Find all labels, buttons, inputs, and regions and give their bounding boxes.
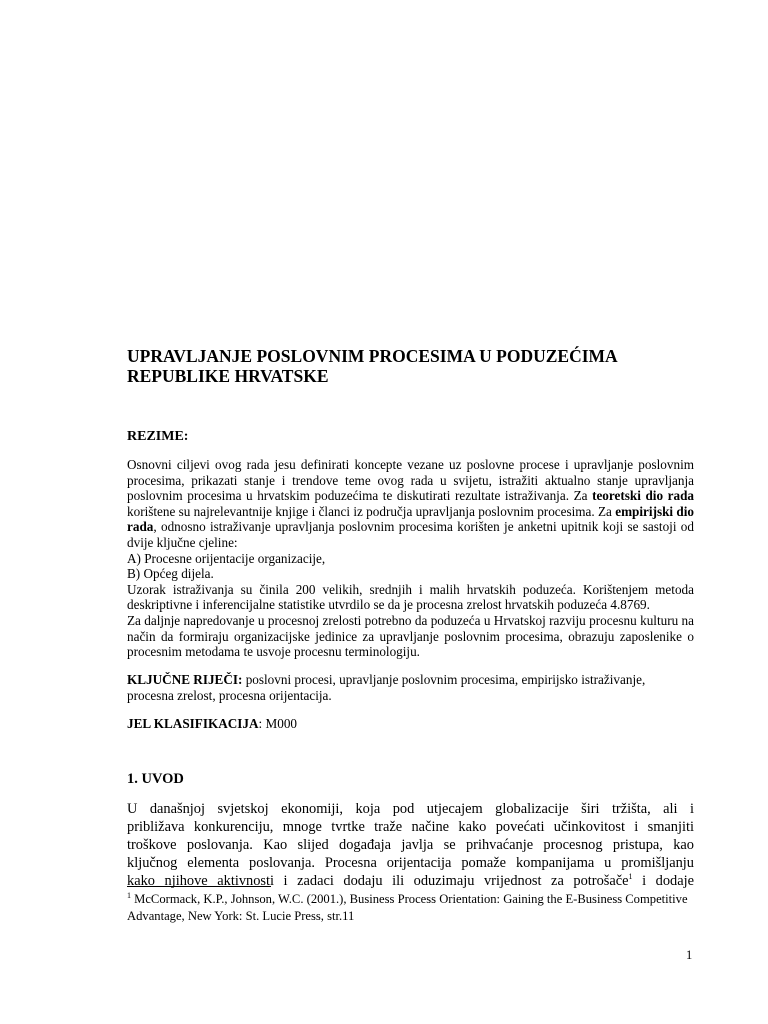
intro-line: ključnog elementa poslovanja. Procesna orijentacija pomaže kompanijama u promišljanju — [127, 855, 694, 871]
intro-text: kako njihove aktivnosti i zadaci dodaju ili oduzimaju vrijednost za potrošače — [127, 873, 629, 889]
abstract-emphasis: teoretski dio rada — [592, 488, 695, 504]
footnote-divider — [127, 886, 271, 887]
footnote-text: McCormack, K.P., Johnson, W.C. (2001.), Business Process Orientation: Gaining the E-Business Competitive Advantage, New York: St. Lucie Press, str.11 — [127, 892, 688, 923]
footnote-mark: 1 — [127, 890, 131, 900]
footnote — [127, 891, 694, 925]
abstract-paragraph-3: Za daljnje napredovanje u procesnoj zrelosti potrebno da poduzeća u Hrvatskoj razviju procesnu kulturu na način da formiraju organizacijske jedinice za upravljanje poslovnim procesima, obrazuju zaposlenike o procesnim metodama te usvoje procesnu terminologiju. — [127, 612, 694, 660]
abstract-list-item: B) Općeg dijela. — [127, 566, 214, 582]
keywords — [127, 672, 694, 704]
jel-text: : M000 — [258, 716, 298, 731]
footnote-reference[interactable]: 1 — [628, 872, 633, 882]
page-number: 1 — [686, 948, 693, 962]
abstract-list-item: A) Procesne orijentacije organizacije, — [127, 550, 326, 566]
abstract-text: , odnosno istraživanje upravljanja poslovnim procesima korišten je anketni upitnik koji se sastoji od dvije ključne cjeline: — [127, 519, 694, 550]
abstract-heading: REZIME: — [127, 429, 189, 444]
abstract-paragraph-1 — [127, 457, 694, 551]
jel-label: JEL KLASIFIKACIJA — [127, 716, 259, 731]
intro-line: približava konkurenciju, mnoge tvrtke traže načine kako povećati učinkovitost i smanjiti — [127, 819, 694, 835]
jel-classification — [127, 716, 297, 732]
abstract-paragraph-2: Uzorak istraživanja su činila 200 velikih, srednjih i malih hrvatskih poduzeća. Korištenjem metoda deskriptivne i inferencijalne statistike utvrdilo se da je procesna zrelost hrvatskih poduzeća 4.8769. — [127, 581, 694, 613]
abstract-text: Osnovni ciljevi ovog rada jesu definirati koncepte vezane uz poslovne procese i upravljanje poslovnim procesima, prikazati stanje i trendove teme ovog rada u svijetu, istražiti aktualno stanje upravljanja poslovnim procesima u hrvatskim poduzećima te diskutirati rezultate istraživanja. Za — [127, 457, 694, 504]
section-heading-intro: 1. UVOD — [127, 771, 184, 787]
intro-line: troškove poslovanja. Kao slijed događaja javlja se prihvaćanje procesnog pristupa, kao — [127, 837, 694, 853]
keywords-text: poslovni procesi, upravljanje poslovnim procesima, empirijsko istraživanje, procesna zrelost, procesna orijentacija. — [127, 672, 646, 703]
paper-title: UPRAVLJANJE POSLOVNIM PROCESIMA U PODUZEĆIMA REPUBLIKE HRVATSKE — [127, 346, 617, 386]
intro-line: U današnjoj svjetskoj ekonomiji, koja pod utjecajem globalizacije širi tržišta, ali i — [127, 801, 694, 817]
intro-paragraph — [127, 800, 694, 890]
intro-line — [127, 872, 694, 890]
abstract-text: korištene su najrelevantnije knjige i članci iz područja upravljanja poslovnim procesima. Za — [127, 503, 616, 519]
keywords-label: KLJUČNE RIJEČI: — [127, 672, 243, 687]
intro-text: i dodaje — [632, 873, 694, 889]
abstract-body — [127, 457, 694, 660]
abstract-emphasis: empirijski dio rada — [127, 503, 694, 535]
